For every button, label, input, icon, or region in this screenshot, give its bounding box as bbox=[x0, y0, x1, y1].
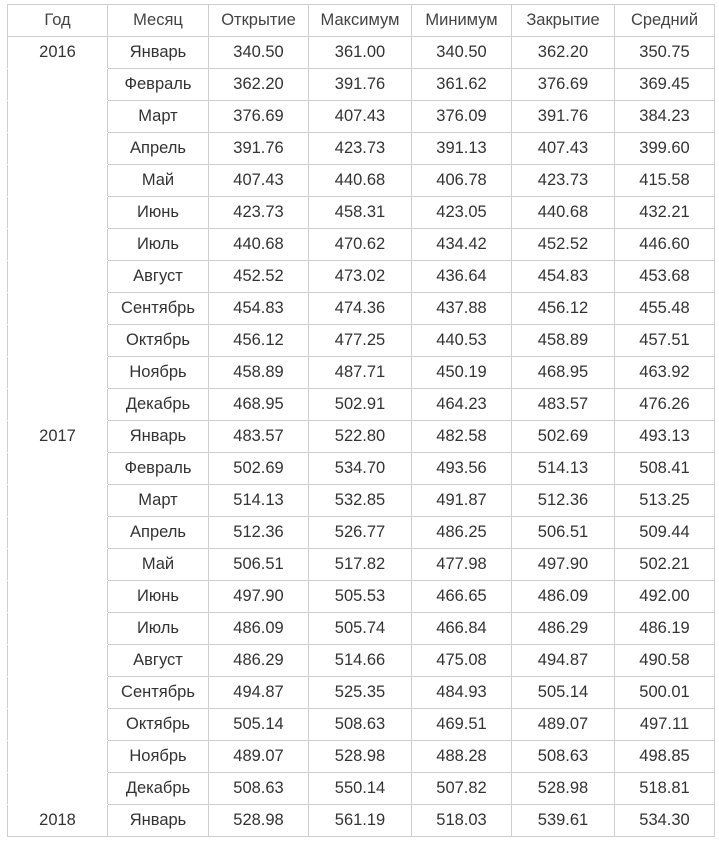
year-cell bbox=[8, 261, 108, 293]
table-row bbox=[8, 197, 715, 229]
year-cell: 2016 bbox=[8, 37, 108, 69]
max-cell: 526.77 bbox=[309, 517, 412, 549]
table-row bbox=[8, 453, 715, 485]
min-cell: 391.13 bbox=[412, 133, 512, 165]
year-cell bbox=[8, 709, 108, 741]
month-cell: Январь bbox=[108, 421, 209, 453]
header-max: Максимум bbox=[309, 5, 412, 37]
open-cell: 486.09 bbox=[209, 613, 309, 645]
month-cell: Май bbox=[108, 549, 209, 581]
max-cell: 470.62 bbox=[309, 229, 412, 261]
min-cell: 493.56 bbox=[412, 453, 512, 485]
avg-cell: 508.41 bbox=[615, 453, 715, 485]
open-cell: 483.57 bbox=[209, 421, 309, 453]
year-cell bbox=[8, 229, 108, 261]
avg-cell: 463.92 bbox=[615, 357, 715, 389]
month-cell: Апрель bbox=[108, 517, 209, 549]
avg-cell: 446.60 bbox=[615, 229, 715, 261]
max-cell: 391.76 bbox=[309, 69, 412, 101]
table-row bbox=[8, 485, 715, 517]
close-cell: 539.61 bbox=[512, 805, 615, 837]
max-cell: 534.70 bbox=[309, 453, 412, 485]
open-cell: 502.69 bbox=[209, 453, 309, 485]
min-cell: 423.05 bbox=[412, 197, 512, 229]
table-header bbox=[8, 5, 715, 37]
open-cell: 468.95 bbox=[209, 389, 309, 421]
avg-cell: 457.51 bbox=[615, 325, 715, 357]
close-cell: 506.51 bbox=[512, 517, 615, 549]
open-cell: 489.07 bbox=[209, 741, 309, 773]
table-row bbox=[8, 581, 715, 613]
year-cell bbox=[8, 69, 108, 101]
close-cell: 407.43 bbox=[512, 133, 615, 165]
table-row bbox=[8, 229, 715, 261]
min-cell: 437.88 bbox=[412, 293, 512, 325]
max-cell: 473.02 bbox=[309, 261, 412, 293]
close-cell: 362.20 bbox=[512, 37, 615, 69]
max-cell: 550.14 bbox=[309, 773, 412, 805]
year-cell bbox=[8, 325, 108, 357]
avg-cell: 502.21 bbox=[615, 549, 715, 581]
min-cell: 406.78 bbox=[412, 165, 512, 197]
month-cell: Июнь bbox=[108, 197, 209, 229]
month-cell: Июль bbox=[108, 613, 209, 645]
year-cell bbox=[8, 677, 108, 709]
min-cell: 491.87 bbox=[412, 485, 512, 517]
open-cell: 494.87 bbox=[209, 677, 309, 709]
min-cell: 475.08 bbox=[412, 645, 512, 677]
open-cell: 506.51 bbox=[209, 549, 309, 581]
min-cell: 340.50 bbox=[412, 37, 512, 69]
month-cell: Сентябрь bbox=[108, 293, 209, 325]
open-cell: 362.20 bbox=[209, 69, 309, 101]
max-cell: 477.25 bbox=[309, 325, 412, 357]
open-cell: 458.89 bbox=[209, 357, 309, 389]
table-row bbox=[8, 517, 715, 549]
open-cell: 391.76 bbox=[209, 133, 309, 165]
table-body bbox=[8, 37, 715, 837]
close-cell: 440.68 bbox=[512, 197, 615, 229]
year-cell: 2017 bbox=[8, 421, 108, 453]
avg-cell: 492.00 bbox=[615, 581, 715, 613]
close-cell: 497.90 bbox=[512, 549, 615, 581]
max-cell: 525.35 bbox=[309, 677, 412, 709]
table-row bbox=[8, 325, 715, 357]
year-cell bbox=[8, 133, 108, 165]
avg-cell: 453.68 bbox=[615, 261, 715, 293]
year-cell bbox=[8, 101, 108, 133]
close-cell: 483.57 bbox=[512, 389, 615, 421]
min-cell: 486.25 bbox=[412, 517, 512, 549]
max-cell: 361.00 bbox=[309, 37, 412, 69]
close-cell: 456.12 bbox=[512, 293, 615, 325]
close-cell: 512.36 bbox=[512, 485, 615, 517]
open-cell: 376.69 bbox=[209, 101, 309, 133]
avg-cell: 476.26 bbox=[615, 389, 715, 421]
max-cell: 522.80 bbox=[309, 421, 412, 453]
open-cell: 407.43 bbox=[209, 165, 309, 197]
open-cell: 514.13 bbox=[209, 485, 309, 517]
open-cell: 440.68 bbox=[209, 229, 309, 261]
avg-cell: 513.25 bbox=[615, 485, 715, 517]
table-row bbox=[8, 421, 715, 453]
year-cell bbox=[8, 613, 108, 645]
min-cell: 466.84 bbox=[412, 613, 512, 645]
table-row bbox=[8, 709, 715, 741]
year-cell bbox=[8, 389, 108, 421]
min-cell: 450.19 bbox=[412, 357, 512, 389]
avg-cell: 399.60 bbox=[615, 133, 715, 165]
open-cell: 512.36 bbox=[209, 517, 309, 549]
close-cell: 458.89 bbox=[512, 325, 615, 357]
close-cell: 468.95 bbox=[512, 357, 615, 389]
close-cell: 494.87 bbox=[512, 645, 615, 677]
header-year: Год bbox=[8, 5, 108, 37]
open-cell: 497.90 bbox=[209, 581, 309, 613]
close-cell: 489.07 bbox=[512, 709, 615, 741]
year-cell bbox=[8, 645, 108, 677]
open-cell: 528.98 bbox=[209, 805, 309, 837]
year-cell bbox=[8, 165, 108, 197]
min-cell: 507.82 bbox=[412, 773, 512, 805]
table-row bbox=[8, 69, 715, 101]
min-cell: 488.28 bbox=[412, 741, 512, 773]
month-cell: Декабрь bbox=[108, 389, 209, 421]
header-close: Закрытие bbox=[512, 5, 615, 37]
month-cell: Июнь bbox=[108, 581, 209, 613]
month-cell: Сентябрь bbox=[108, 677, 209, 709]
table-row bbox=[8, 101, 715, 133]
month-cell: Июль bbox=[108, 229, 209, 261]
max-cell: 505.74 bbox=[309, 613, 412, 645]
month-cell: Январь bbox=[108, 37, 209, 69]
max-cell: 517.82 bbox=[309, 549, 412, 581]
month-cell: Март bbox=[108, 485, 209, 517]
avg-cell: 455.48 bbox=[615, 293, 715, 325]
min-cell: 469.51 bbox=[412, 709, 512, 741]
max-cell: 423.73 bbox=[309, 133, 412, 165]
month-cell: Ноябрь bbox=[108, 741, 209, 773]
month-cell: Октябрь bbox=[108, 709, 209, 741]
open-cell: 423.73 bbox=[209, 197, 309, 229]
header-row bbox=[8, 5, 715, 37]
table-row bbox=[8, 133, 715, 165]
year-cell bbox=[8, 517, 108, 549]
month-cell: Апрель bbox=[108, 133, 209, 165]
table-row bbox=[8, 165, 715, 197]
header-min: Минимум bbox=[412, 5, 512, 37]
header-open: Открытие bbox=[209, 5, 309, 37]
table-row bbox=[8, 261, 715, 293]
year-cell bbox=[8, 773, 108, 805]
min-cell: 436.64 bbox=[412, 261, 512, 293]
avg-cell: 350.75 bbox=[615, 37, 715, 69]
table-row bbox=[8, 677, 715, 709]
close-cell: 423.73 bbox=[512, 165, 615, 197]
avg-cell: 432.21 bbox=[615, 197, 715, 229]
max-cell: 508.63 bbox=[309, 709, 412, 741]
table-row bbox=[8, 645, 715, 677]
year-cell bbox=[8, 741, 108, 773]
min-cell: 434.42 bbox=[412, 229, 512, 261]
month-cell: Ноябрь bbox=[108, 357, 209, 389]
close-cell: 376.69 bbox=[512, 69, 615, 101]
max-cell: 407.43 bbox=[309, 101, 412, 133]
month-cell: Август bbox=[108, 645, 209, 677]
close-cell: 508.63 bbox=[512, 741, 615, 773]
month-cell: Январь bbox=[108, 805, 209, 837]
month-cell: Май bbox=[108, 165, 209, 197]
table-row bbox=[8, 773, 715, 805]
close-cell: 454.83 bbox=[512, 261, 615, 293]
header-avg: Средний bbox=[615, 5, 715, 37]
close-cell: 452.52 bbox=[512, 229, 615, 261]
close-cell: 528.98 bbox=[512, 773, 615, 805]
year-cell bbox=[8, 357, 108, 389]
table-row bbox=[8, 805, 715, 837]
min-cell: 466.65 bbox=[412, 581, 512, 613]
open-cell: 505.14 bbox=[209, 709, 309, 741]
close-cell: 505.14 bbox=[512, 677, 615, 709]
table-row bbox=[8, 37, 715, 69]
month-cell: Декабрь bbox=[108, 773, 209, 805]
table-row bbox=[8, 613, 715, 645]
max-cell: 487.71 bbox=[309, 357, 412, 389]
year-cell bbox=[8, 549, 108, 581]
open-cell: 454.83 bbox=[209, 293, 309, 325]
table-row bbox=[8, 741, 715, 773]
header-month: Месяц bbox=[108, 5, 209, 37]
open-cell: 340.50 bbox=[209, 37, 309, 69]
max-cell: 505.53 bbox=[309, 581, 412, 613]
year-cell: 2018 bbox=[8, 805, 108, 837]
month-cell: Февраль bbox=[108, 453, 209, 485]
close-cell: 486.09 bbox=[512, 581, 615, 613]
min-cell: 477.98 bbox=[412, 549, 512, 581]
close-cell: 502.69 bbox=[512, 421, 615, 453]
month-cell: Август bbox=[108, 261, 209, 293]
avg-cell: 500.01 bbox=[615, 677, 715, 709]
max-cell: 532.85 bbox=[309, 485, 412, 517]
open-cell: 486.29 bbox=[209, 645, 309, 677]
year-cell bbox=[8, 453, 108, 485]
open-cell: 452.52 bbox=[209, 261, 309, 293]
avg-cell: 384.23 bbox=[615, 101, 715, 133]
table-row bbox=[8, 389, 715, 421]
min-cell: 376.09 bbox=[412, 101, 512, 133]
table-row bbox=[8, 293, 715, 325]
avg-cell: 498.85 bbox=[615, 741, 715, 773]
open-cell: 508.63 bbox=[209, 773, 309, 805]
min-cell: 440.53 bbox=[412, 325, 512, 357]
year-cell bbox=[8, 293, 108, 325]
avg-cell: 490.58 bbox=[615, 645, 715, 677]
max-cell: 458.31 bbox=[309, 197, 412, 229]
month-cell: Февраль bbox=[108, 69, 209, 101]
avg-cell: 486.19 bbox=[615, 613, 715, 645]
month-cell: Октябрь bbox=[108, 325, 209, 357]
avg-cell: 369.45 bbox=[615, 69, 715, 101]
avg-cell: 497.11 bbox=[615, 709, 715, 741]
max-cell: 561.19 bbox=[309, 805, 412, 837]
max-cell: 474.36 bbox=[309, 293, 412, 325]
table-row bbox=[8, 549, 715, 581]
min-cell: 484.93 bbox=[412, 677, 512, 709]
table-row bbox=[8, 357, 715, 389]
avg-cell: 518.81 bbox=[615, 773, 715, 805]
year-cell bbox=[8, 197, 108, 229]
year-cell bbox=[8, 581, 108, 613]
min-cell: 464.23 bbox=[412, 389, 512, 421]
avg-cell: 534.30 bbox=[615, 805, 715, 837]
max-cell: 502.91 bbox=[309, 389, 412, 421]
avg-cell: 509.44 bbox=[615, 517, 715, 549]
min-cell: 361.62 bbox=[412, 69, 512, 101]
month-cell: Март bbox=[108, 101, 209, 133]
price-table bbox=[7, 4, 715, 837]
avg-cell: 415.58 bbox=[615, 165, 715, 197]
max-cell: 514.66 bbox=[309, 645, 412, 677]
close-cell: 514.13 bbox=[512, 453, 615, 485]
close-cell: 391.76 bbox=[512, 101, 615, 133]
max-cell: 440.68 bbox=[309, 165, 412, 197]
close-cell: 486.29 bbox=[512, 613, 615, 645]
max-cell: 528.98 bbox=[309, 741, 412, 773]
min-cell: 518.03 bbox=[412, 805, 512, 837]
avg-cell: 493.13 bbox=[615, 421, 715, 453]
year-cell bbox=[8, 485, 108, 517]
open-cell: 456.12 bbox=[209, 325, 309, 357]
min-cell: 482.58 bbox=[412, 421, 512, 453]
